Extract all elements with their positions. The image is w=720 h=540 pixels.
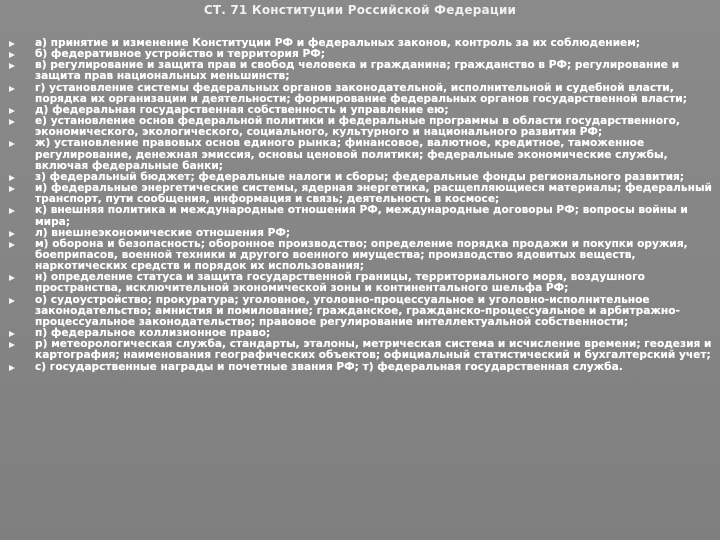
list-item xyxy=(8,83,714,105)
article-items-list xyxy=(8,38,714,373)
triangle-bullet-icon xyxy=(9,331,15,337)
list-item xyxy=(8,60,714,82)
triangle-bullet-icon xyxy=(9,298,15,304)
list-item-text: к) внешняя политика и международные отношения РФ, международные договоры РФ; вопросы войны и мира; xyxy=(35,204,688,228)
triangle-bullet-icon xyxy=(9,52,15,58)
list-item xyxy=(8,116,714,138)
list-item xyxy=(8,183,714,205)
list-item xyxy=(8,295,714,328)
list-item-text: б) федеративное устройство и территория РФ; xyxy=(35,48,325,61)
triangle-bullet-icon xyxy=(9,231,15,237)
list-item-text: з) федеральный бюджет; федеральные налоги и сборы; федеральные фонды регионального развития; xyxy=(35,170,685,183)
list-item xyxy=(8,339,714,361)
list-item xyxy=(8,138,714,171)
list-item xyxy=(8,272,714,294)
list-item-text: п) федеральное коллизионное право; xyxy=(35,327,271,340)
triangle-bullet-icon xyxy=(9,275,15,281)
triangle-bullet-icon xyxy=(9,186,15,192)
triangle-bullet-icon xyxy=(9,208,15,214)
list-item-text: г) установление системы федеральных органов законодательной, исполнительной и судебной власти, порядка их организации и деятельности; формирование федеральных органов государственной власти; xyxy=(35,81,687,105)
triangle-bullet-icon xyxy=(9,141,15,147)
list-item-text: м) оборона и безопасность; оборонное производство; определение порядка продажи и покупки оружия, боеприпасов, военной техники и другого военного имущества; производство ядовитых веществ, наркотических средств и порядок их использования; xyxy=(35,237,688,273)
list-item-text: о) судоустройство; прокуратура; уголовное, уголовно-процессуальное и уголовно-исполнительное законодательство; амнистия и помилование; гражданское, гражданско-процессуальное и арбитражно-процессуальное законодательство; правовое регулирование интеллектуальной собственности; xyxy=(35,293,680,328)
slide-title: СТ. 71 Конституции Российской Федерации xyxy=(203,3,517,17)
list-item-text: ж) установление правовых основ единого рынка; финансовое, валютное, кредитное, таможенное регулирование, денежная эмиссия, основы ценовой политики; федеральные экономические службы, включая федеральные банки; xyxy=(35,137,668,172)
list-item-text: л) внешнеэкономические отношения РФ; xyxy=(35,226,291,239)
list-item-text: в) регулирование и защита прав и свобод человека и гражданина; гражданство в РФ; регулирование и защита прав национальных меньшинств; xyxy=(35,59,680,83)
triangle-bullet-icon xyxy=(9,365,15,371)
triangle-bullet-icon xyxy=(9,242,15,248)
triangle-bullet-icon xyxy=(9,63,15,69)
list-item-text: а) принятие и изменение Конституции РФ и федеральных законов, контроль за их соблюдением; xyxy=(35,37,641,49)
list-item-text: и) федеральные энергетические системы, ядерная энергетика, расщепляющиеся материалы; федеральный транспорт, пути сообщения, информация и связь; деятельность в космосе; xyxy=(35,182,712,206)
triangle-bullet-icon xyxy=(9,86,15,92)
list-item xyxy=(8,205,714,227)
triangle-bullet-icon xyxy=(9,41,15,47)
list-item-text: с) государственные награды и почетные звания РФ; т) федеральная государственная служба. xyxy=(35,360,623,373)
list-item xyxy=(8,362,714,373)
triangle-bullet-icon xyxy=(9,175,15,181)
list-item-text: р) метеорологическая служба, стандарты, эталоны, метрическая система и исчисление времени; геодезия и картография; наименования географических объектов; официальный статистический и бухгалтерский учет; xyxy=(35,338,712,362)
triangle-bullet-icon xyxy=(9,108,15,114)
list-item-text: е) установление основ федеральной политики и федеральные программы в области государственного, экономического, экологического, социального, культурного и национального развития РФ; xyxy=(35,115,680,139)
list-item-text: н) определение статуса и защита государственной границы, территориального моря, воздушного пространства, исключительной экономической зоны и континентального шельфа РФ; xyxy=(35,271,645,295)
triangle-bullet-icon xyxy=(9,119,15,125)
triangle-bullet-icon xyxy=(9,342,15,348)
list-item-text: д) федеральная государственная собственность и управление ею; xyxy=(35,103,449,116)
list-item xyxy=(8,239,714,272)
